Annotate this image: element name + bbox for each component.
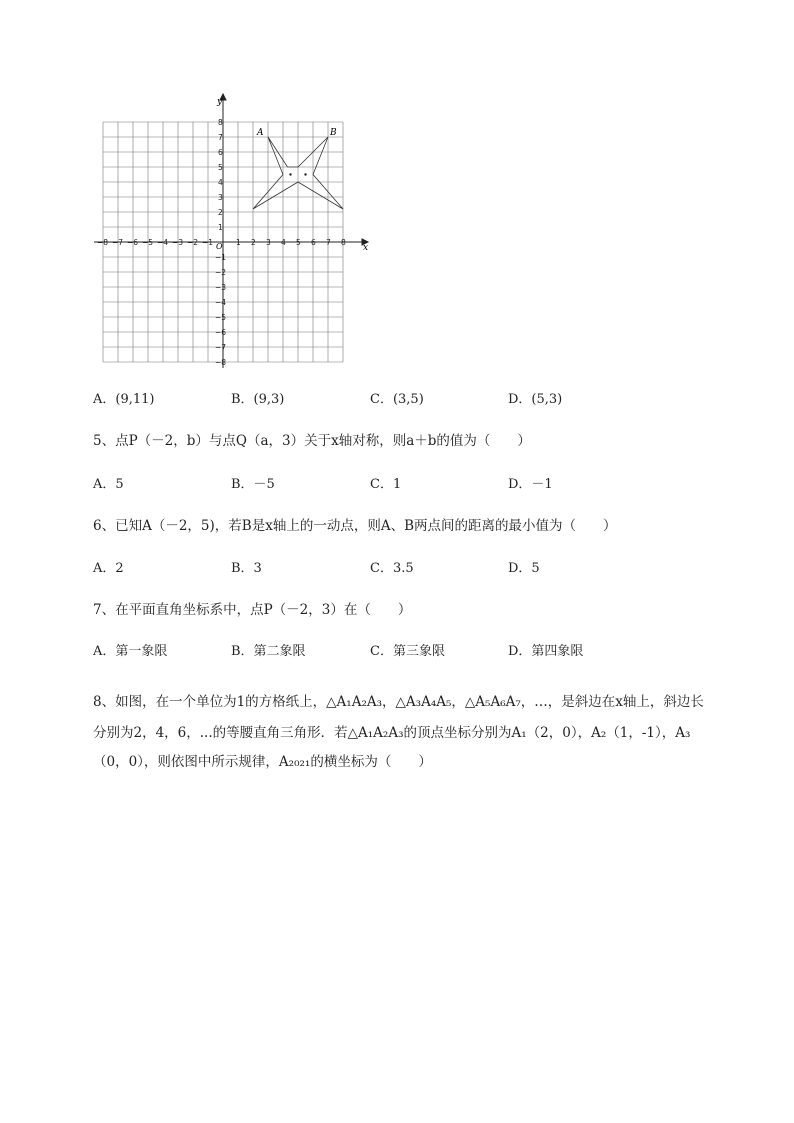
- q5-option-d[interactable]: D．－1: [508, 477, 553, 492]
- q6-option-c[interactable]: C．3.5: [370, 561, 414, 576]
- y-tick-label: 3: [218, 193, 223, 202]
- origin-label: O: [216, 242, 223, 251]
- x-tick-label: −1: [202, 238, 214, 247]
- q5-option-a[interactable]: A．5: [93, 477, 124, 492]
- y-tick-label: −2: [215, 268, 227, 277]
- q4-option-a[interactable]: A．(9,11): [93, 392, 155, 407]
- q7-option-a[interactable]: A．第一象限: [93, 644, 168, 659]
- x-tick-label: −8: [97, 238, 109, 247]
- x-tick-label: 3: [266, 238, 271, 247]
- x-tick-label: −3: [172, 238, 184, 247]
- q7-text: 7、在平面直角坐标系中，点P（－2，3）在（ ）: [93, 602, 412, 618]
- q7-option-c[interactable]: C．第三象限: [370, 644, 445, 659]
- q6-option-a[interactable]: A．2: [93, 561, 124, 576]
- x-tick-label: −5: [142, 238, 154, 247]
- center-dot-right: [304, 173, 306, 175]
- x-tick-label: 8: [341, 238, 346, 247]
- q5-text: 5、点P（－2，b）与点Q（a，3）关于x轴对称，则a＋b的值为（ ）: [93, 433, 531, 449]
- point-b-label: B: [330, 128, 337, 138]
- x-tick-label: 4: [281, 238, 286, 247]
- y-tick-label: 8: [218, 118, 223, 127]
- q4-option-d[interactable]: D．(5,3): [508, 392, 563, 407]
- center-dot-left: [289, 173, 291, 175]
- x-tick-label: −2: [187, 238, 199, 247]
- y-tick-label: 7: [218, 133, 223, 142]
- x-tick-label: 7: [326, 238, 331, 247]
- x-tick-label: −4: [157, 238, 169, 247]
- y-tick-label: −6: [215, 328, 227, 337]
- q5-option-c[interactable]: C．1: [370, 477, 402, 492]
- x-tick-label: −7: [112, 238, 124, 247]
- x-axis-label: x: [363, 243, 369, 253]
- y-axis-label: y: [217, 97, 223, 107]
- q4-option-c[interactable]: C．(3,5): [370, 392, 424, 407]
- x-tick-label: 5: [296, 238, 301, 247]
- point-a-label: A: [257, 128, 264, 138]
- y-tick-label: −5: [215, 313, 227, 322]
- y-tick-label: 6: [218, 148, 223, 157]
- q8-text-line-1: 8、如图，在一个单位为1的方格纸上，△A₁A₂A₃，△A₃A₄A₅，△A₅A₆A₇，…，是斜边在x轴上，斜边长: [93, 694, 704, 710]
- x-tick-label: −6: [127, 238, 139, 247]
- y-tick-label: −7: [215, 343, 227, 352]
- q6-text: 6、已知A（－2，5)，若B是x轴上的一动点，则A、B两点间的距离的最小值为（ ）: [93, 518, 617, 534]
- y-tick-label: 2: [218, 208, 223, 217]
- y-tick-label: 1: [218, 223, 223, 232]
- q6-option-b[interactable]: B．3: [231, 561, 262, 576]
- y-tick-label: −1: [215, 253, 227, 262]
- x-tick-label: 1: [236, 238, 241, 247]
- q7-option-d[interactable]: D．第四象限: [508, 644, 584, 659]
- y-tick-label: −3: [215, 283, 227, 292]
- x-tick-label: 6: [311, 238, 316, 247]
- x-tick-label: 2: [251, 238, 256, 247]
- q8-text-line-2: 分别为2，4，6，...的等腰直角三角形．若△A₁A₂A₃的顶点坐标分别为A₁（2，0），A₂（1，-1），A₃: [93, 725, 691, 741]
- y-tick-label: −8: [215, 358, 227, 367]
- q6-option-d[interactable]: D．5: [508, 561, 540, 576]
- y-tick-label: −4: [215, 298, 227, 307]
- coordinate-grid-figure: [90, 92, 380, 372]
- y-tick-label: 4: [218, 178, 223, 187]
- q7-option-b[interactable]: B．第二象限: [231, 644, 306, 659]
- q4-option-b[interactable]: B．(9,3): [231, 392, 285, 407]
- axes: [94, 94, 368, 368]
- q8-text-line-3: （0，0），则依图中所示规律，A₂₀₂₁的横坐标为（ ）: [93, 754, 432, 770]
- y-tick-label: 5: [218, 163, 223, 172]
- q5-option-b[interactable]: B．－5: [231, 477, 275, 492]
